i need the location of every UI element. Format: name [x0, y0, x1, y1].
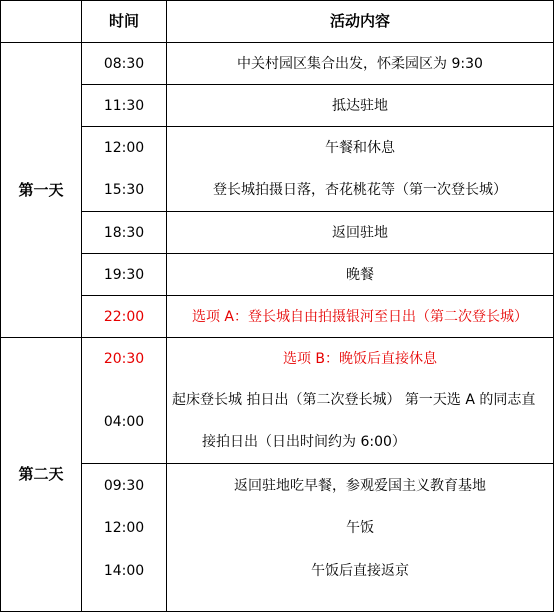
- activity-cell: 中关村园区集合出发，怀柔园区为 9:30: [237, 55, 483, 72]
- activity-cell: 午餐和休息: [325, 140, 395, 156]
- time-cell: 12:00: [103, 140, 145, 156]
- activity-line: 起床登长城 拍日出（第二次登长城） 第一天选 A 的同志直: [172, 392, 536, 408]
- activity-cell: 返回驻地: [332, 224, 388, 241]
- time-cell: 11:30: [103, 97, 145, 114]
- activity-cell-option-a: 选项 A：登长城自由拍摄银河至日出（第二次登长城）: [191, 308, 529, 325]
- time-cell-highlight: 22:00: [103, 308, 145, 325]
- activity-cell: 午饭: [346, 519, 374, 536]
- day-label-1: 第一天: [18, 180, 64, 199]
- day-label-2: 第二天: [18, 465, 64, 483]
- time-cell: 12:00: [103, 519, 145, 536]
- time-cell: 08:30: [103, 55, 145, 72]
- activity-cell: 登长城拍摄日落，杏花桃花等（第一次登长城）: [213, 182, 507, 198]
- time-cell: 19:30: [103, 266, 145, 283]
- header-time: 时间: [108, 12, 139, 30]
- time-cell: 09:30: [103, 477, 145, 494]
- activity-cell: 抵达驻地: [332, 97, 388, 114]
- time-cell: 14:00: [103, 562, 145, 579]
- time-cell: 15:30: [103, 182, 145, 198]
- header-activity: 活动内容: [329, 12, 390, 30]
- activity-cell-option-b: 选项 B：晚饭后直接休息: [282, 351, 438, 367]
- time-cell: 18:30: [103, 224, 145, 241]
- activity-line: 接拍日出（日出时间约为 6:00）: [202, 434, 406, 450]
- activity-cell: 返回驻地吃早餐，参观爱国主义教育基地: [234, 477, 486, 494]
- time-cell: 04:00: [103, 413, 145, 430]
- activity-cell-multiline: [172, 380, 548, 463]
- time-cell-highlight: 20:30: [103, 351, 145, 367]
- activity-cell: 晚餐: [346, 266, 374, 283]
- activity-cell: 午饭后直接返京: [311, 562, 409, 579]
